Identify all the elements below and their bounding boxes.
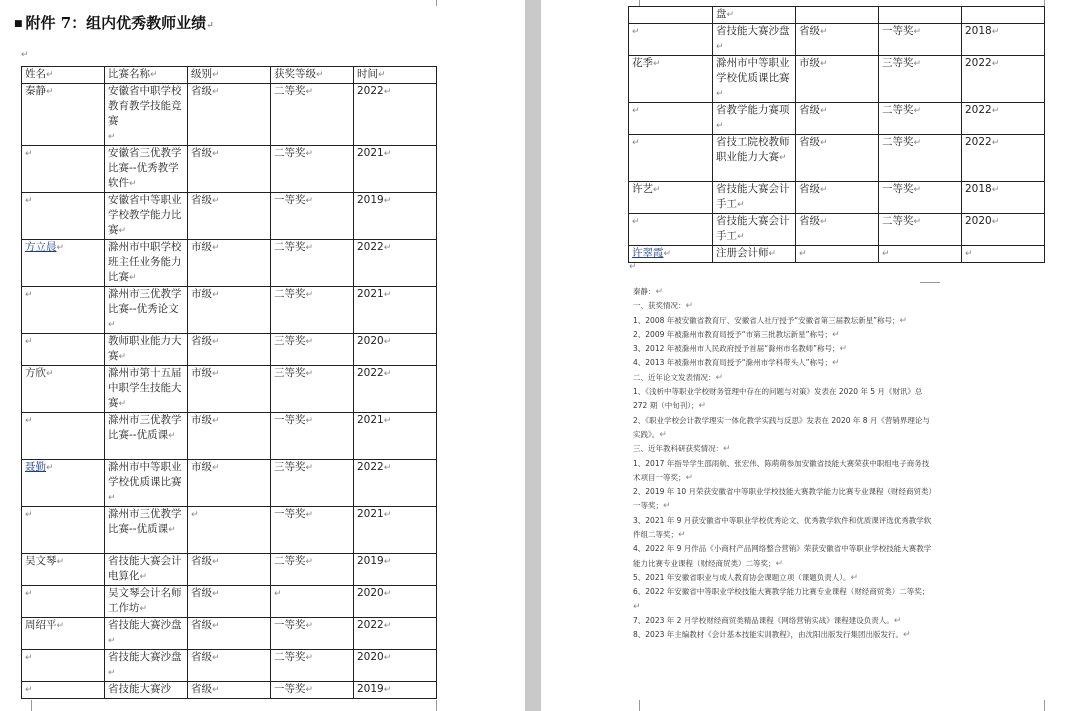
- crop-mark: [21, 700, 32, 711]
- award-cell: 一等奖↵: [271, 507, 354, 554]
- bio-line: 三、近年教科研获奖情况：↵: [633, 444, 731, 455]
- competition-cell: 省技能大赛会计手工↵: [713, 214, 796, 246]
- table-row: [22, 366, 437, 413]
- bio-line: 2、2019 年 10 月荣获安徽省中等职业学校技能大赛教学能力比赛专业课程（财经商贸类）一等奖；↵: [633, 487, 933, 512]
- award-cell: 二等奖↵: [271, 146, 354, 193]
- competition-cell: 滁州市中职学校班主任业务能力比赛↵: [105, 240, 188, 287]
- bio-line: 1、《浅析中等职业学校财务管理中存在的问题与对策》发表在 2020 年 5 月《财讯》总 272 期（中旬刊）；↵: [633, 387, 923, 412]
- name-cell: 许翠霞↵: [629, 246, 713, 263]
- crop-mark: [1044, 0, 1055, 6]
- bio-line: 2、《职业学校会计教学理实一体化教学实践与反思》发表在 2020 年 8 月《营销界理论与实践》。↵: [633, 415, 930, 440]
- name-cell: ↵: [22, 586, 105, 618]
- award-cell: 一等奖↵: [271, 193, 354, 240]
- award-cell: 二等奖↵: [879, 214, 962, 246]
- header-cell: 时间↵: [354, 67, 437, 84]
- header-cell: 姓名↵: [22, 67, 105, 84]
- year-cell: 2018↵: [962, 24, 1045, 56]
- name-cell: 吴文琴↵: [22, 554, 105, 586]
- table-row: [22, 554, 437, 586]
- competition-cell: 省技能大赛沙盘↵: [105, 650, 188, 682]
- bio-line: 3、2021 年 9 月获安徽省中等职业学校优秀论文、优秀教学软件和优质课评选优秀教学软件组二等奖；↵: [633, 515, 932, 541]
- name-cell: ↵: [629, 103, 713, 135]
- bullet-icon: ■: [14, 19, 23, 29]
- competition-cell: 省技工院校教师职业能力大赛↵: [713, 135, 796, 182]
- table-row: [22, 650, 437, 682]
- name-cell: ↵: [22, 334, 105, 366]
- level-cell: 市级↵: [796, 56, 879, 103]
- level-cell: 市级↵: [188, 240, 271, 287]
- year-cell: 2020↵: [962, 214, 1045, 246]
- award-cell: 一等奖↵: [879, 182, 962, 214]
- competition-cell: 滁州市三优教学比赛--优秀论文↵: [105, 287, 188, 334]
- page-gutter: [525, 0, 541, 711]
- year-cell: 2021↵: [354, 146, 437, 193]
- table-header-row: [22, 67, 437, 84]
- bio-line: 5、2021 年安徽省职业与成人教育协会课题立项（课题负责人）。↵: [633, 572, 859, 583]
- year-cell: 2022↵: [962, 56, 1045, 103]
- table-row: [22, 586, 437, 618]
- competition-cell: 省技能大赛沙: [105, 682, 188, 699]
- award-cell: [879, 7, 962, 24]
- name-cell: ↵: [22, 507, 105, 554]
- year-cell: 2021↵: [354, 507, 437, 554]
- competition-cell: 滁州市第十五届中职学生技能大赛↵: [105, 366, 188, 413]
- table-row: [22, 287, 437, 334]
- competition-cell: 吴文琴会计名师工作坊↵: [105, 586, 188, 618]
- level-cell: 省级↵: [188, 334, 271, 366]
- page-title-text: 附件 7：组内优秀教师业绩: [25, 14, 207, 32]
- year-cell: 2022↵: [354, 366, 437, 413]
- competition-cell: 省技能大赛沙盘↵: [713, 24, 796, 56]
- paragraph-mark-icon: ↵: [629, 262, 637, 272]
- bio-line: 二、近年论文发表情况：↵: [633, 372, 724, 383]
- year-cell: 2022↵: [962, 135, 1045, 182]
- bio-line: 8、2023 年主编教材《会计基本技能实训教程》，由沈阳出版发行集团出版发行。↵: [633, 630, 911, 641]
- year-cell: 2022↵: [354, 618, 437, 650]
- table-row: [22, 413, 437, 460]
- level-cell: 省级↵: [796, 214, 879, 246]
- name-cell: ↵: [629, 24, 713, 56]
- competition-cell: 省技能大赛会计电算化↵: [105, 554, 188, 586]
- name-cell: 秦静↵: [22, 84, 105, 146]
- name-cell: ↵: [22, 650, 105, 682]
- year-cell: [962, 7, 1045, 24]
- bio-line: 4、2013 年被滁州市教育局授予“滁州市学科带头人”称号；↵: [633, 358, 840, 369]
- awards-table-right: [628, 6, 1045, 263]
- year-cell: 2019↵: [354, 682, 437, 699]
- name-cell: ↵: [22, 413, 105, 460]
- page-title: ■ 附件 7：组内优秀教师业绩↵: [14, 14, 214, 32]
- bio-line: 6、2022 年安徽省中等职业学校技能大赛教学能力比赛专业课程（财经商贸类）二等奖；↵: [633, 587, 930, 612]
- competition-cell: 教师职业能力大赛↵: [105, 334, 188, 366]
- competition-cell: 滁州市三优教学比赛--优质课↵: [105, 507, 188, 554]
- level-cell: 省级↵: [796, 182, 879, 214]
- award-cell: 二等奖↵: [271, 650, 354, 682]
- level-cell: 市级↵: [188, 413, 271, 460]
- name-cell: ↵: [22, 146, 105, 193]
- level-cell: 省级↵: [188, 650, 271, 682]
- award-cell: ↵: [271, 586, 354, 618]
- table-row: [22, 240, 437, 287]
- competition-cell: 注册会计师↵: [713, 246, 796, 263]
- name-cell: 许艺↵: [629, 182, 713, 214]
- award-cell: 三等奖↵: [271, 460, 354, 507]
- level-cell: 省级↵: [188, 84, 271, 146]
- year-cell: 2021↵: [354, 413, 437, 460]
- bio-line: 1、2008 年被安徽省教育厅、安徽省人社厅授予“安徽省第三届教坛新星”称号；↵: [633, 315, 908, 326]
- crop-mark: [920, 282, 940, 284]
- level-cell: ↵: [796, 246, 879, 263]
- level-cell: 省级↵: [796, 135, 879, 182]
- name-cell: 方立晨↵: [22, 240, 105, 287]
- bio-line: 3、2012 年被滁州市人民政府授予首届“滁州市名教师”称号；↵: [633, 344, 848, 355]
- competition-cell: 安徽省中等职业学校教学能力比赛↵: [105, 193, 188, 240]
- award-cell: 一等奖↵: [879, 24, 962, 56]
- table-row: [629, 246, 1045, 263]
- award-cell: 三等奖↵: [271, 366, 354, 413]
- teacher-bio: [633, 285, 933, 642]
- year-cell: 2022↵: [354, 460, 437, 507]
- competition-cell: 滁州市三优教学比赛--优质课↵: [105, 413, 188, 460]
- bio-line: 2、2009 年被滁州市教育局授予“市第三批教坛新星”称号；↵: [633, 329, 840, 340]
- level-cell: 市级↵: [188, 287, 271, 334]
- level-cell: 省级↵: [188, 586, 271, 618]
- bio-line: 4、2022 年 9 月作品《小商村产品网络整合营销》荣获安徽省中等职业学校技能大赛教学能力比赛专业课程（财经商贸类）二等奖；↵: [633, 544, 932, 569]
- award-cell: 二等奖↵: [271, 554, 354, 586]
- level-cell: 省级↵: [796, 103, 879, 135]
- name-cell: ↵: [629, 135, 713, 182]
- name-cell: ↵: [629, 214, 713, 246]
- competition-cell: 安徽省中职学校教育教学技能竞赛 ↵: [105, 84, 188, 146]
- year-cell: 2019↵: [354, 193, 437, 240]
- level-cell: 省级↵: [188, 146, 271, 193]
- award-cell: 一等奖↵: [271, 618, 354, 650]
- table-row: [22, 334, 437, 366]
- table-row: [22, 146, 437, 193]
- level-cell: [796, 7, 879, 24]
- header-cell: 获奖等级↵: [271, 67, 354, 84]
- award-cell: 二等奖↵: [879, 103, 962, 135]
- bio-line: 一、获奖情况：↵: [633, 301, 694, 312]
- award-cell: 二等奖↵: [271, 287, 354, 334]
- table-row: [22, 84, 437, 146]
- crop-mark: [629, 700, 640, 711]
- name-cell: ↵: [22, 287, 105, 334]
- year-cell: 2018↵: [962, 182, 1045, 214]
- name-cell: 方欣↵: [22, 366, 105, 413]
- name-cell: ↵: [22, 682, 105, 699]
- name-cell: 周绍平↵: [22, 618, 105, 650]
- award-cell: 二等奖↵: [271, 84, 354, 146]
- name-cell: [629, 7, 713, 24]
- year-cell: 2020↵: [354, 586, 437, 618]
- level-cell: 市级↵: [188, 460, 271, 507]
- year-cell: 2022↵: [962, 103, 1045, 135]
- header-cell: 级别↵: [188, 67, 271, 84]
- year-cell: 2022↵: [354, 240, 437, 287]
- table-row: [22, 460, 437, 507]
- table-row: [629, 24, 1045, 56]
- year-cell: 2021↵: [354, 287, 437, 334]
- bio-line: 7、2023 年 2 月学校财经商贸类精品课程《网络营销实战》课程建设负责人。↵: [633, 615, 902, 626]
- level-cell: ↵: [188, 507, 271, 554]
- competition-cell: 滁州市中等职业学校优质课比赛↵: [105, 460, 188, 507]
- crop-mark: [436, 700, 447, 711]
- level-cell: 市级↵: [188, 366, 271, 413]
- year-cell: ↵: [962, 246, 1045, 263]
- table-row: [629, 103, 1045, 135]
- table-row: [22, 507, 437, 554]
- competition-cell: 滁州市中等职业学校优质课比赛↵: [713, 56, 796, 103]
- award-cell: 二等奖↵: [271, 240, 354, 287]
- table-row: [629, 56, 1045, 103]
- table-row: [629, 135, 1045, 182]
- table-row: [22, 682, 437, 699]
- competition-cell: 安徽省三优教学比赛--优秀教学软件↵: [105, 146, 188, 193]
- award-cell: 三等奖↵: [271, 334, 354, 366]
- competition-cell: 省技能大赛会计手工↵: [713, 182, 796, 214]
- competition-cell: 盘↵: [713, 7, 796, 24]
- awards-table-left: [21, 66, 437, 699]
- table-row: [22, 618, 437, 650]
- table-row: [629, 7, 1045, 24]
- competition-cell: 省技能大赛沙盘↵: [105, 618, 188, 650]
- table-row: [629, 214, 1045, 246]
- award-cell: 二等奖↵: [879, 135, 962, 182]
- bio-line: 秦静：↵: [633, 287, 664, 297]
- level-cell: 省级↵: [188, 618, 271, 650]
- level-cell: 省级↵: [188, 682, 271, 699]
- crop-mark: [436, 0, 447, 6]
- crop-mark: [1044, 700, 1055, 711]
- level-cell: 省级↵: [188, 554, 271, 586]
- award-cell: 三等奖↵: [879, 56, 962, 103]
- award-cell: 一等奖↵: [271, 682, 354, 699]
- competition-cell: 省教学能力赛项↵: [713, 103, 796, 135]
- year-cell: 2020↵: [354, 334, 437, 366]
- table-row: [629, 182, 1045, 214]
- paragraph-mark-icon: ↵: [21, 50, 29, 60]
- level-cell: 省级↵: [796, 24, 879, 56]
- award-cell: ↵: [879, 246, 962, 263]
- name-cell: 花季↵: [629, 56, 713, 103]
- award-cell: 一等奖↵: [271, 413, 354, 460]
- name-cell: 聂勤↵: [22, 460, 105, 507]
- name-cell: ↵: [22, 193, 105, 240]
- bio-line: 1、2017 年指导学生邵雨航、张宏伟、陈萌萌参加安徽省技能大赛荣获中职组电子商务技术项目一等奖；↵: [633, 458, 930, 483]
- year-cell: 2019↵: [354, 554, 437, 586]
- year-cell: 2022↵: [354, 84, 437, 146]
- header-cell: 比赛名称↵: [105, 67, 188, 84]
- level-cell: 省级↵: [188, 193, 271, 240]
- year-cell: 2020↵: [354, 650, 437, 682]
- table-row: [22, 193, 437, 240]
